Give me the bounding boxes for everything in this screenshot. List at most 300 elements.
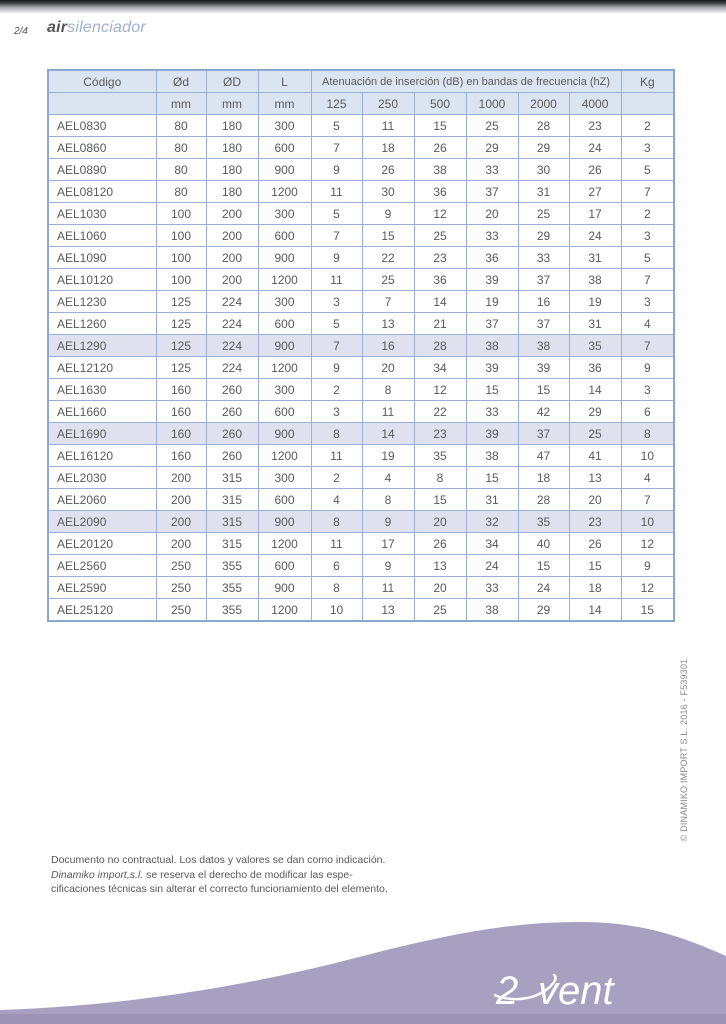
- header-l: L: [258, 70, 311, 93]
- table-row: [48, 445, 674, 467]
- disclaimer-text: [51, 853, 391, 897]
- value-cell: 18: [518, 467, 569, 489]
- header-freq-250: 250: [362, 93, 414, 115]
- value-cell: 315: [206, 533, 258, 555]
- value-cell: 11: [362, 401, 414, 423]
- value-cell: 17: [569, 203, 621, 225]
- value-cell: 18: [569, 577, 621, 599]
- header-freq-4000: 4000: [569, 93, 621, 115]
- header-freq-500: 500: [414, 93, 466, 115]
- table-row: [48, 467, 674, 489]
- value-cell: 5: [621, 159, 674, 181]
- codigo-cell: AEL16120: [48, 445, 156, 467]
- value-cell: 160: [156, 445, 206, 467]
- value-cell: 11: [311, 269, 362, 291]
- codigo-cell: AEL1060: [48, 225, 156, 247]
- value-cell: 100: [156, 203, 206, 225]
- value-cell: 7: [311, 225, 362, 247]
- value-cell: 42: [518, 401, 569, 423]
- codigo-cell: AEL20120: [48, 533, 156, 555]
- value-cell: 900: [258, 247, 311, 269]
- value-cell: 19: [362, 445, 414, 467]
- value-cell: 200: [156, 511, 206, 533]
- value-cell: 8: [362, 489, 414, 511]
- header-attenuation-span: Atenuación de inserción (dB) en bandas de frecuencia (hZ): [311, 70, 621, 93]
- header-unit-mm: mm: [258, 93, 311, 115]
- value-cell: 25: [362, 269, 414, 291]
- company-name: Dinamiko import,s.l.: [51, 868, 144, 881]
- value-cell: 224: [206, 335, 258, 357]
- value-cell: 100: [156, 247, 206, 269]
- value-cell: 3: [311, 291, 362, 313]
- page-title: [47, 19, 146, 37]
- value-cell: 28: [518, 489, 569, 511]
- value-cell: 30: [362, 181, 414, 203]
- value-cell: 26: [362, 159, 414, 181]
- value-cell: 28: [414, 335, 466, 357]
- value-cell: 28: [518, 115, 569, 137]
- value-cell: 200: [206, 203, 258, 225]
- table-body: [48, 115, 674, 622]
- value-cell: 224: [206, 291, 258, 313]
- value-cell: 38: [414, 159, 466, 181]
- value-cell: 600: [258, 401, 311, 423]
- value-cell: 38: [466, 335, 518, 357]
- value-cell: 15: [518, 379, 569, 401]
- table-row: [48, 247, 674, 269]
- codigo-cell: AEL2060: [48, 489, 156, 511]
- value-cell: 33: [466, 159, 518, 181]
- value-cell: 300: [258, 379, 311, 401]
- value-cell: 16: [362, 335, 414, 357]
- value-cell: 1200: [258, 181, 311, 203]
- value-cell: 13: [569, 467, 621, 489]
- codigo-cell: AEL1030: [48, 203, 156, 225]
- value-cell: 37: [518, 269, 569, 291]
- value-cell: 37: [518, 313, 569, 335]
- table-row: [48, 335, 674, 357]
- value-cell: 125: [156, 357, 206, 379]
- value-cell: 900: [258, 577, 311, 599]
- value-cell: 9: [362, 511, 414, 533]
- table-row: [48, 313, 674, 335]
- table-row: [48, 225, 674, 247]
- table-row: [48, 533, 674, 555]
- table-row: [48, 357, 674, 379]
- value-cell: 17: [362, 533, 414, 555]
- table-row: [48, 203, 674, 225]
- value-cell: 200: [206, 269, 258, 291]
- value-cell: 35: [518, 511, 569, 533]
- value-cell: 11: [311, 181, 362, 203]
- value-cell: 6: [621, 401, 674, 423]
- value-cell: 29: [518, 599, 569, 622]
- value-cell: 36: [569, 357, 621, 379]
- value-cell: 13: [362, 313, 414, 335]
- value-cell: 35: [414, 445, 466, 467]
- value-cell: 9: [311, 247, 362, 269]
- value-cell: 38: [518, 335, 569, 357]
- copyright-side-note: © DINAMIKO IMPORT S.L. 2016 - F539301: [679, 658, 689, 842]
- value-cell: 180: [206, 137, 258, 159]
- value-cell: 300: [258, 203, 311, 225]
- value-cell: 125: [156, 313, 206, 335]
- value-cell: 34: [414, 357, 466, 379]
- value-cell: 13: [362, 599, 414, 622]
- value-cell: 26: [414, 137, 466, 159]
- value-cell: 27: [569, 181, 621, 203]
- value-cell: 224: [206, 357, 258, 379]
- value-cell: 5: [621, 247, 674, 269]
- value-cell: 4: [311, 489, 362, 511]
- value-cell: 9: [311, 159, 362, 181]
- value-cell: 315: [206, 511, 258, 533]
- value-cell: 80: [156, 137, 206, 159]
- value-cell: 80: [156, 181, 206, 203]
- value-cell: 36: [414, 269, 466, 291]
- value-cell: 8: [362, 379, 414, 401]
- value-cell: 9: [362, 203, 414, 225]
- value-cell: 125: [156, 335, 206, 357]
- value-cell: 7: [621, 489, 674, 511]
- header-freq-1000: 1000: [466, 93, 518, 115]
- value-cell: 35: [569, 335, 621, 357]
- value-cell: 7: [621, 269, 674, 291]
- value-cell: 355: [206, 599, 258, 622]
- codigo-cell: AEL2590: [48, 577, 156, 599]
- value-cell: 2: [311, 379, 362, 401]
- value-cell: 11: [362, 115, 414, 137]
- brand-logo: [494, 963, 626, 1015]
- value-cell: 12: [621, 577, 674, 599]
- value-cell: 2: [621, 115, 674, 137]
- table-row: [48, 269, 674, 291]
- value-cell: 3: [621, 225, 674, 247]
- value-cell: 7: [362, 291, 414, 313]
- page-title-air: air: [47, 19, 68, 36]
- value-cell: 260: [206, 379, 258, 401]
- value-cell: 26: [569, 533, 621, 555]
- value-cell: 14: [362, 423, 414, 445]
- table-row: [48, 137, 674, 159]
- value-cell: 34: [466, 533, 518, 555]
- table-row: [48, 401, 674, 423]
- value-cell: 40: [518, 533, 569, 555]
- table-row: [48, 379, 674, 401]
- value-cell: 80: [156, 159, 206, 181]
- value-cell: 25: [518, 203, 569, 225]
- logo-text-vent: vent: [538, 969, 614, 1013]
- value-cell: 9: [621, 555, 674, 577]
- value-cell: 10: [621, 511, 674, 533]
- value-cell: 12: [414, 203, 466, 225]
- value-cell: 26: [569, 159, 621, 181]
- codigo-cell: AEL2030: [48, 467, 156, 489]
- codigo-cell: AEL10120: [48, 269, 156, 291]
- table-row: [48, 555, 674, 577]
- value-cell: 3: [621, 379, 674, 401]
- disclaimer-line-3: cificaciones técnicas sin alterar el correcto funcionamiento del elemento.: [51, 883, 388, 895]
- value-cell: 5: [311, 115, 362, 137]
- value-cell: 8: [311, 511, 362, 533]
- attenuation-table: [47, 69, 675, 622]
- value-cell: 160: [156, 423, 206, 445]
- value-cell: 31: [466, 489, 518, 511]
- value-cell: 200: [156, 533, 206, 555]
- value-cell: 33: [466, 401, 518, 423]
- value-cell: 38: [569, 269, 621, 291]
- value-cell: 3: [621, 137, 674, 159]
- value-cell: 24: [518, 577, 569, 599]
- value-cell: 1200: [258, 357, 311, 379]
- value-cell: 38: [466, 599, 518, 622]
- codigo-cell: AEL2560: [48, 555, 156, 577]
- value-cell: 19: [569, 291, 621, 313]
- value-cell: 23: [569, 115, 621, 137]
- wave-bottom-strip: [0, 1014, 726, 1024]
- disclaimer-line-1: Documento no contractual. Los datos y valores se dan como indicación.: [51, 854, 386, 866]
- codigo-cell: AEL1630: [48, 379, 156, 401]
- header-od-big: ØD: [206, 70, 258, 93]
- value-cell: 47: [518, 445, 569, 467]
- value-cell: 20: [362, 357, 414, 379]
- table-row: [48, 511, 674, 533]
- value-cell: 36: [414, 181, 466, 203]
- codigo-cell: AEL0860: [48, 137, 156, 159]
- value-cell: 7: [311, 137, 362, 159]
- value-cell: 37: [466, 313, 518, 335]
- value-cell: 14: [569, 379, 621, 401]
- disclaimer-line-2-rest: se reserva el derecho de modificar las espe-: [143, 868, 353, 881]
- value-cell: 7: [311, 335, 362, 357]
- value-cell: 12: [414, 379, 466, 401]
- value-cell: 2: [311, 467, 362, 489]
- value-cell: 315: [206, 489, 258, 511]
- value-cell: 180: [206, 181, 258, 203]
- value-cell: 1200: [258, 533, 311, 555]
- value-cell: 18: [362, 137, 414, 159]
- header-freq-2000: 2000: [518, 93, 569, 115]
- table-row: [48, 599, 674, 622]
- value-cell: 7: [621, 335, 674, 357]
- value-cell: 100: [156, 225, 206, 247]
- value-cell: 33: [518, 247, 569, 269]
- value-cell: 600: [258, 225, 311, 247]
- value-cell: 3: [621, 291, 674, 313]
- value-cell: 11: [311, 533, 362, 555]
- value-cell: 9: [311, 357, 362, 379]
- codigo-cell: AEL1660: [48, 401, 156, 423]
- codigo-cell: AEL1260: [48, 313, 156, 335]
- value-cell: 30: [518, 159, 569, 181]
- value-cell: 125: [156, 291, 206, 313]
- value-cell: 29: [518, 225, 569, 247]
- header-freq-125: 125: [311, 93, 362, 115]
- codigo-cell: AEL1230: [48, 291, 156, 313]
- value-cell: 36: [466, 247, 518, 269]
- value-cell: 900: [258, 511, 311, 533]
- value-cell: 100: [156, 269, 206, 291]
- value-cell: 24: [466, 555, 518, 577]
- codigo-cell: AEL1090: [48, 247, 156, 269]
- value-cell: 33: [466, 577, 518, 599]
- value-cell: 39: [518, 357, 569, 379]
- header-od-small: Ød: [156, 70, 206, 93]
- value-cell: 180: [206, 159, 258, 181]
- value-cell: 29: [466, 137, 518, 159]
- value-cell: 33: [466, 225, 518, 247]
- value-cell: 39: [466, 357, 518, 379]
- value-cell: 16: [518, 291, 569, 313]
- value-cell: 5: [311, 203, 362, 225]
- value-cell: 8: [414, 467, 466, 489]
- value-cell: 900: [258, 335, 311, 357]
- logo-text-2: 2: [496, 969, 519, 1013]
- value-cell: 260: [206, 445, 258, 467]
- value-cell: 15: [362, 225, 414, 247]
- value-cell: 20: [466, 203, 518, 225]
- value-cell: 15: [569, 555, 621, 577]
- value-cell: 41: [569, 445, 621, 467]
- table-row: [48, 577, 674, 599]
- value-cell: 1200: [258, 269, 311, 291]
- codigo-cell: AEL0890: [48, 159, 156, 181]
- value-cell: 15: [414, 489, 466, 511]
- value-cell: 15: [466, 467, 518, 489]
- table-row: [48, 115, 674, 137]
- value-cell: 22: [362, 247, 414, 269]
- value-cell: 200: [206, 247, 258, 269]
- header-unit-mm: mm: [156, 93, 206, 115]
- codigo-cell: AEL08120: [48, 181, 156, 203]
- value-cell: 355: [206, 555, 258, 577]
- codigo-cell: AEL25120: [48, 599, 156, 622]
- value-cell: 600: [258, 137, 311, 159]
- value-cell: 29: [518, 137, 569, 159]
- table-header: [48, 70, 674, 115]
- value-cell: 13: [414, 555, 466, 577]
- value-cell: 2: [621, 203, 674, 225]
- value-cell: 25: [466, 115, 518, 137]
- value-cell: 37: [518, 423, 569, 445]
- value-cell: 25: [414, 599, 466, 622]
- value-cell: 1200: [258, 599, 311, 622]
- value-cell: 600: [258, 313, 311, 335]
- value-cell: 9: [621, 357, 674, 379]
- value-cell: 23: [569, 511, 621, 533]
- table-row: [48, 181, 674, 203]
- value-cell: 25: [569, 423, 621, 445]
- value-cell: 9: [362, 555, 414, 577]
- value-cell: 19: [466, 291, 518, 313]
- value-cell: 8: [311, 423, 362, 445]
- value-cell: 600: [258, 555, 311, 577]
- value-cell: 39: [466, 423, 518, 445]
- value-cell: 10: [311, 599, 362, 622]
- value-cell: 39: [466, 269, 518, 291]
- codigo-cell: AEL12120: [48, 357, 156, 379]
- value-cell: 260: [206, 423, 258, 445]
- value-cell: 24: [569, 137, 621, 159]
- value-cell: 224: [206, 313, 258, 335]
- codigo-cell: AEL1290: [48, 335, 156, 357]
- value-cell: 6: [311, 555, 362, 577]
- header-empty-codigo: [48, 93, 156, 115]
- value-cell: 21: [414, 313, 466, 335]
- value-cell: 250: [156, 577, 206, 599]
- value-cell: 300: [258, 467, 311, 489]
- codigo-cell: AEL0830: [48, 115, 156, 137]
- value-cell: 5: [311, 313, 362, 335]
- value-cell: 200: [156, 489, 206, 511]
- value-cell: 23: [414, 247, 466, 269]
- value-cell: 14: [569, 599, 621, 622]
- value-cell: 600: [258, 489, 311, 511]
- header-kg: Kg: [621, 70, 674, 93]
- value-cell: 160: [156, 379, 206, 401]
- value-cell: 29: [569, 401, 621, 423]
- value-cell: 38: [466, 445, 518, 467]
- value-cell: 160: [156, 401, 206, 423]
- table-row: [48, 423, 674, 445]
- value-cell: 4: [621, 467, 674, 489]
- value-cell: 11: [311, 445, 362, 467]
- value-cell: 80: [156, 115, 206, 137]
- value-cell: 31: [569, 247, 621, 269]
- value-cell: 31: [518, 181, 569, 203]
- value-cell: 20: [569, 489, 621, 511]
- table-row: [48, 291, 674, 313]
- table-row: [48, 489, 674, 511]
- disclaimer-line-2: [51, 868, 391, 883]
- codigo-cell: AEL2090: [48, 511, 156, 533]
- value-cell: 250: [156, 555, 206, 577]
- value-cell: 200: [206, 225, 258, 247]
- table-header-row-2: [48, 93, 674, 115]
- value-cell: 15: [414, 115, 466, 137]
- value-cell: 900: [258, 159, 311, 181]
- value-cell: 24: [569, 225, 621, 247]
- codigo-cell: AEL1690: [48, 423, 156, 445]
- header-codigo: Código: [48, 70, 156, 93]
- value-cell: 20: [414, 511, 466, 533]
- header-unit-mm: mm: [206, 93, 258, 115]
- header-empty-kg: [621, 93, 674, 115]
- value-cell: 7: [621, 181, 674, 203]
- value-cell: 250: [156, 599, 206, 622]
- value-cell: 200: [156, 467, 206, 489]
- page-number: 2/4: [14, 26, 28, 37]
- value-cell: 4: [362, 467, 414, 489]
- value-cell: 3: [311, 401, 362, 423]
- value-cell: 15: [466, 379, 518, 401]
- value-cell: 900: [258, 423, 311, 445]
- value-cell: 31: [569, 313, 621, 335]
- value-cell: 32: [466, 511, 518, 533]
- value-cell: 10: [621, 445, 674, 467]
- value-cell: 26: [414, 533, 466, 555]
- page-top-shadow: [0, 0, 726, 14]
- table-row: [48, 159, 674, 181]
- value-cell: 315: [206, 467, 258, 489]
- value-cell: 15: [518, 555, 569, 577]
- value-cell: 4: [621, 313, 674, 335]
- value-cell: 180: [206, 115, 258, 137]
- value-cell: 23: [414, 423, 466, 445]
- table-header-row-1: [48, 70, 674, 93]
- value-cell: 8: [311, 577, 362, 599]
- value-cell: 260: [206, 401, 258, 423]
